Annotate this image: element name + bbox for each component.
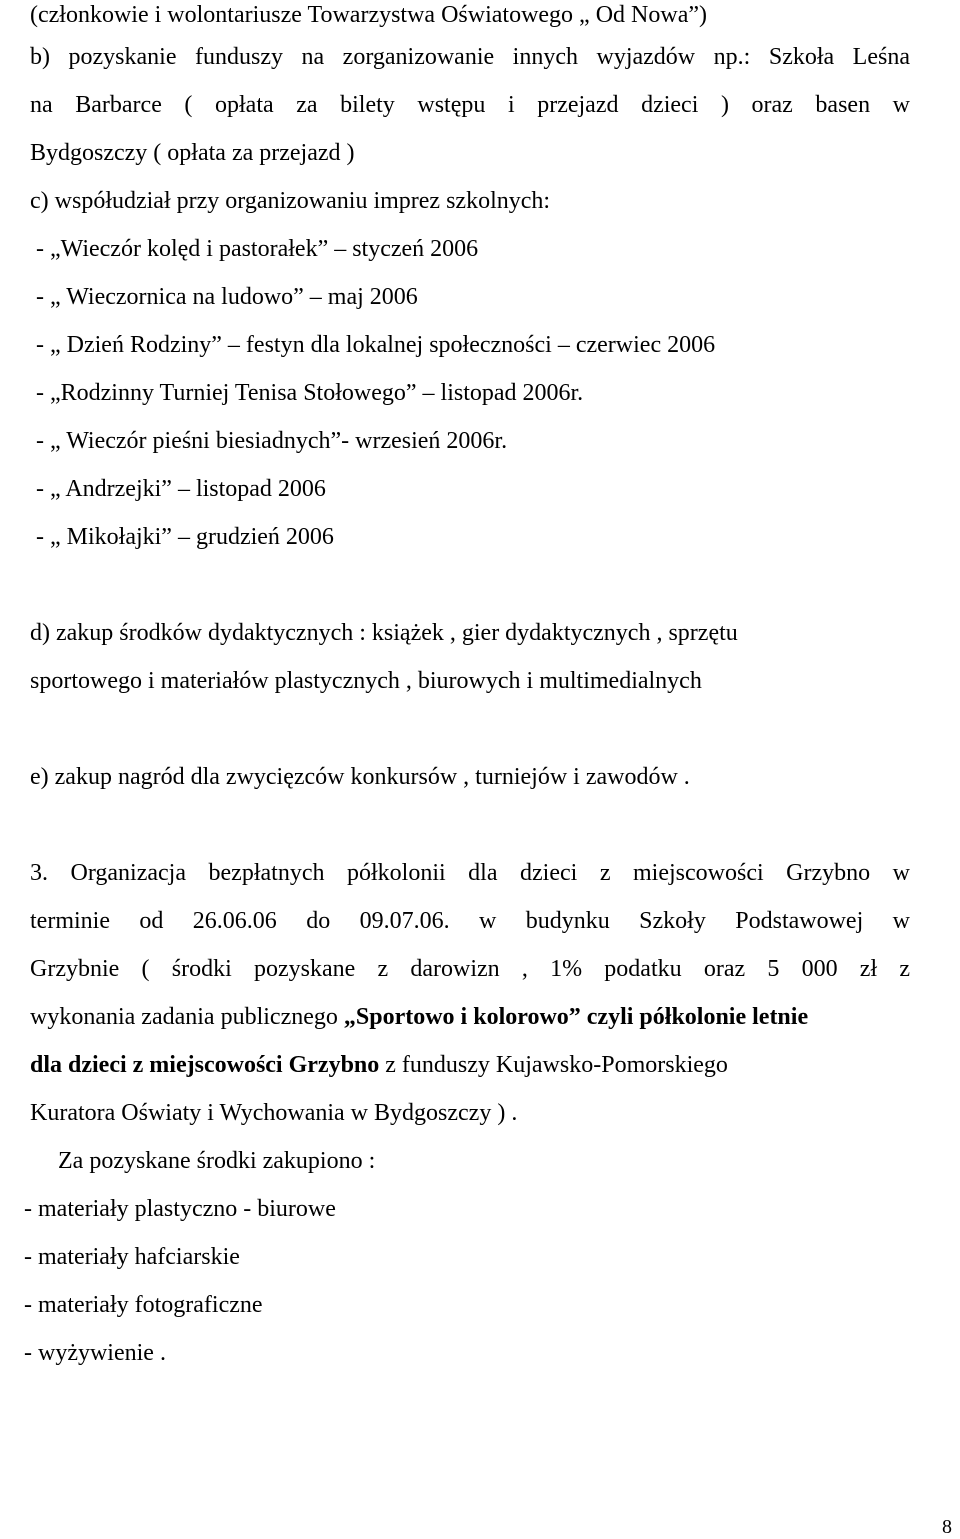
plain-text: z funduszy Kujawsko-Pomorskiego	[379, 1052, 728, 1078]
text-line: d) zakup środków dydaktycznych : książek , gier dydaktycznych , sprzętu	[30, 620, 738, 646]
text-line	[30, 1002, 808, 1032]
bold-project-title: dla dzieci z miejscowości Grzybno	[30, 1052, 380, 1078]
plain-text: wykonania zadania publicznego	[30, 1004, 344, 1030]
text-line: sportowego i materiałów plastycznych , biurowych i multimedialnych	[30, 668, 702, 694]
text-line: e) zakup nagród dla zwycięzców konkursów , turniejów i zawodów .	[30, 764, 690, 790]
text-line: Bydgoszczy ( opłata za przejazd )	[30, 140, 355, 166]
list-item: - „Rodzinny Turniej Tenisa Stołowego” – listopad 2006r.	[36, 380, 584, 406]
list-item: - „ Andrzejki” – listopad 2006	[36, 476, 326, 502]
text-line: na Barbarce ( opłata za bilety wstępu i przejazd dzieci ) oraz basen w	[30, 92, 910, 118]
list-item: - materiały plastyczno - biurowe	[24, 1196, 336, 1222]
list-item: - materiały fotograficzne	[24, 1292, 263, 1318]
text-line: terminie od 26.06.06 do 09.07.06. w budynku Szkoły Podstawowej w	[30, 908, 910, 934]
text-line: (członkowie i wolontariusze Towarzystwa Oświatowego „ Od Nowa”)	[30, 2, 708, 28]
bold-project-title: „Sportowo i kolorowo” czyli półkolonie letnie	[343, 1004, 809, 1030]
page-number: 8	[942, 1516, 952, 1538]
list-item: - „Wieczór kolęd i pastorałek” – styczeń 2006	[36, 236, 479, 262]
list-item: - „ Wieczornica na ludowo” – maj 2006	[36, 284, 418, 310]
text-line: b) pozyskanie funduszy na zorganizowanie innych wyjazdów np.: Szkoła Leśna	[30, 44, 910, 70]
text-line	[30, 1050, 728, 1080]
list-item: - materiały hafciarskie	[24, 1244, 240, 1270]
text-line: c) współudział przy organizowaniu imprez szkolnych:	[30, 188, 551, 214]
text-line: Za pozyskane środki zakupiono :	[58, 1148, 376, 1174]
list-item: - „ Mikołajki” – grudzień 2006	[36, 524, 334, 550]
list-item: - „ Dzień Rodziny” – festyn dla lokalnej społeczności – czerwiec 2006	[36, 332, 716, 358]
text-line: Grzybnie ( środki pozyskane z darowizn , 1% podatku oraz 5 000 zł z	[30, 956, 910, 982]
text-line: Kuratora Oświaty i Wychowania w Bydgoszczy ) .	[30, 1100, 518, 1126]
section-heading-line: 3. Organizacja bezpłatnych półkolonii dla dzieci z miejscowości Grzybno w	[30, 860, 910, 886]
list-item: - wyżywienie .	[24, 1340, 166, 1366]
list-item: - „ Wieczór pieśni biesiadnych”- wrzesień 2006r.	[36, 428, 508, 454]
